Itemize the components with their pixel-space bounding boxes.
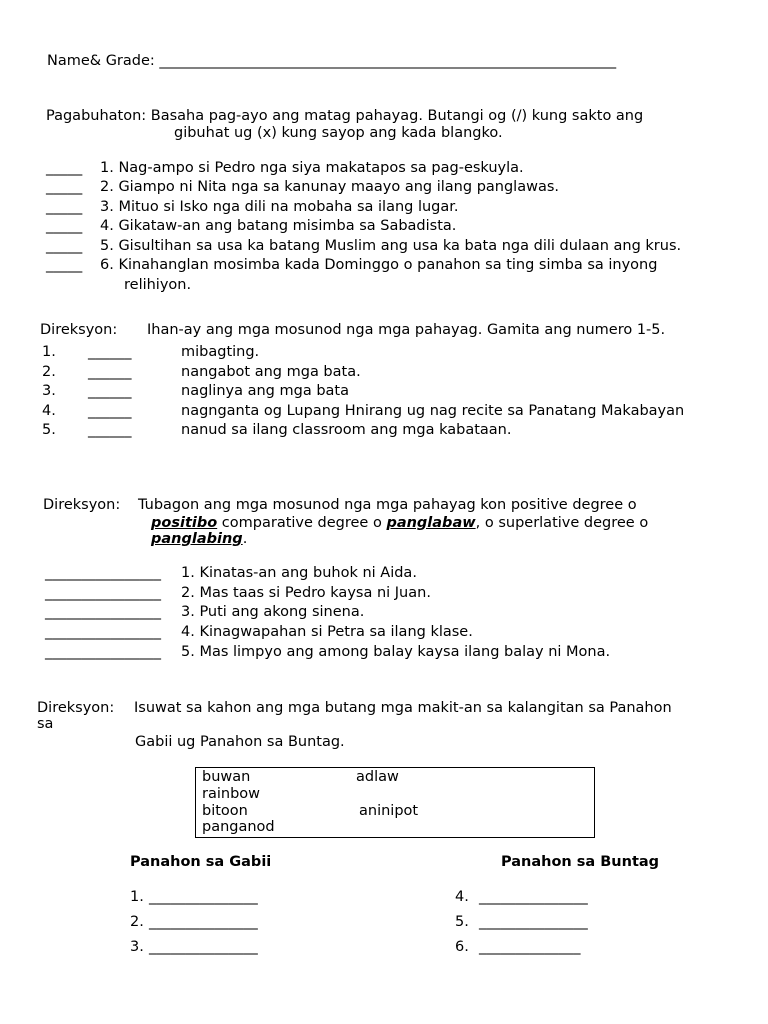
word-adlaw: adlaw [356,769,399,785]
item-number: 1. [130,889,144,905]
degree-blank[interactable]: ________________ [45,565,161,581]
answer-blank[interactable]: _______________ [149,889,258,905]
answer-blank[interactable]: ______________ [479,939,581,955]
word-panganod: panganod [202,819,275,835]
section2-label: Direksyon: [40,322,118,338]
degree-blank[interactable]: ________________ [45,624,161,640]
statement-text: 1. Nag-ampo si Pedro nga siya makatapos sa pag-eskuyla. [100,160,524,176]
section4-instruction-line1: Isuwat sa kahon ang mga butang mga makit-an sa kalangitan sa Panahon [134,700,672,716]
section2-instruction: Ihan-ay ang mga mosunod nga mga pahayag. Gamita ang numero 1-5. [147,322,666,338]
item-number: 4. [42,403,56,419]
order-blank[interactable]: ______ [88,364,132,380]
item-number: 3. [130,939,144,955]
name-grade-label: Name& Grade: [47,53,155,69]
section4-instruction-wrap: sa [37,716,54,732]
statement-continuation: relihiyon. [124,277,192,293]
degree-blank[interactable]: ________________ [45,644,161,660]
order-blank[interactable]: ______ [88,403,132,419]
section1-instruction-line1: Pagabuhaton: Basaha pag-ayo ang matag pahayag. Butangi og (/) kung sakto ang [46,108,644,124]
item-number: 1. [42,344,56,360]
degree-blank[interactable]: ________________ [45,604,161,620]
event-text: mibagting. [181,344,260,360]
item-number: 5. [455,914,469,930]
word-aninipot: aninipot [359,803,419,819]
answer-blank[interactable]: _____ [46,238,83,254]
section3-instruction-line3: panglabing. [151,531,248,547]
item-number: 2. [130,914,144,930]
word-buwan: buwan [202,769,251,785]
section4-instruction-line2: Gabii ug Panahon sa Buntag. [135,734,345,750]
answer-blank[interactable]: _____ [46,179,83,195]
buntag-heading: Panahon sa Buntag [501,854,660,870]
answer-blank[interactable]: _____ [46,199,83,215]
event-text: nangabot ang mga bata. [181,364,361,380]
name-grade-row [47,54,616,69]
event-text: naglinya ang mga bata [181,383,349,399]
sentence-text: 3. Puti ang akong sinena. [181,604,365,620]
word-bitoon: bitoon [202,803,248,819]
order-blank[interactable]: ______ [88,422,132,438]
degree-blank[interactable]: ________________ [45,585,161,601]
answer-blank[interactable]: _____ [46,257,83,273]
sentence-text: 4. Kinagwapahan si Petra sa ilang klase. [181,624,473,640]
section1-instruction-line2: gibuhat ug (x) kung sayop ang kada blangko. [174,125,503,141]
term-panglabing: panglabing [151,531,243,547]
sentence-text: 2. Mas taas si Pedro kaysa ni Juan. [181,585,431,601]
statement-text: 5. Gisultihan sa usa ka batang Muslim ang usa ka bata nga dili dulaan ang krus. [100,238,682,254]
section3-label: Direksyon: [43,497,121,513]
event-text: nanud sa ilang classroom ang mga kabataan. [181,422,512,438]
term-panglabaw: panglabaw [386,515,476,531]
item-number: 6. [455,939,469,955]
answer-blank[interactable]: _____ [46,160,83,176]
answer-blank[interactable]: _______________ [479,889,588,905]
answer-blank[interactable]: _______________ [149,939,258,955]
answer-blank[interactable]: _______________ [149,914,258,930]
item-number: 4. [455,889,469,905]
order-blank[interactable]: ______ [88,383,132,399]
section3-instruction-line1: Tubagon ang mga mosunod nga mga pahayag kon positive degree o [138,497,637,513]
section4-label: Direksyon: [37,700,115,716]
item-number: 2. [42,364,56,380]
sentence-text: 5. Mas limpyo ang among balay kaysa ilang balay ni Mona. [181,644,611,660]
answer-blank[interactable]: _______________ [479,914,588,930]
statement-text: 4. Gikataw-an ang batang misimba sa Sabadista. [100,218,457,234]
sentence-text: 1. Kinatas-an ang buhok ni Aida. [181,565,417,581]
name-grade-line[interactable]: _______________________________________________________________ [159,53,617,69]
gabii-heading: Panahon sa Gabii [130,854,272,870]
order-blank[interactable]: ______ [88,344,132,360]
event-text: nagnganta og Lupang Hnirang ug nag recite sa Panatang Makabayan [181,403,685,419]
statement-text: 2. Giampo ni Nita nga sa kanunay maayo ang ilang panglawas. [100,179,559,195]
item-number: 5. [42,422,56,438]
statement-text: 3. Mituo si Isko nga dili na mobaha sa ilang lugar. [100,199,459,215]
word-rainbow: rainbow [202,786,260,802]
statement-text: 6. Kinahanglan mosimba kada Dominggo o panahon sa ting simba sa inyong [100,257,658,273]
term-positibo: positibo [151,515,218,531]
section3-instruction-line2: positibo comparative degree o panglabaw, o superlative degree o [151,515,649,531]
item-number: 3. [42,383,56,399]
answer-blank[interactable]: _____ [46,218,83,234]
